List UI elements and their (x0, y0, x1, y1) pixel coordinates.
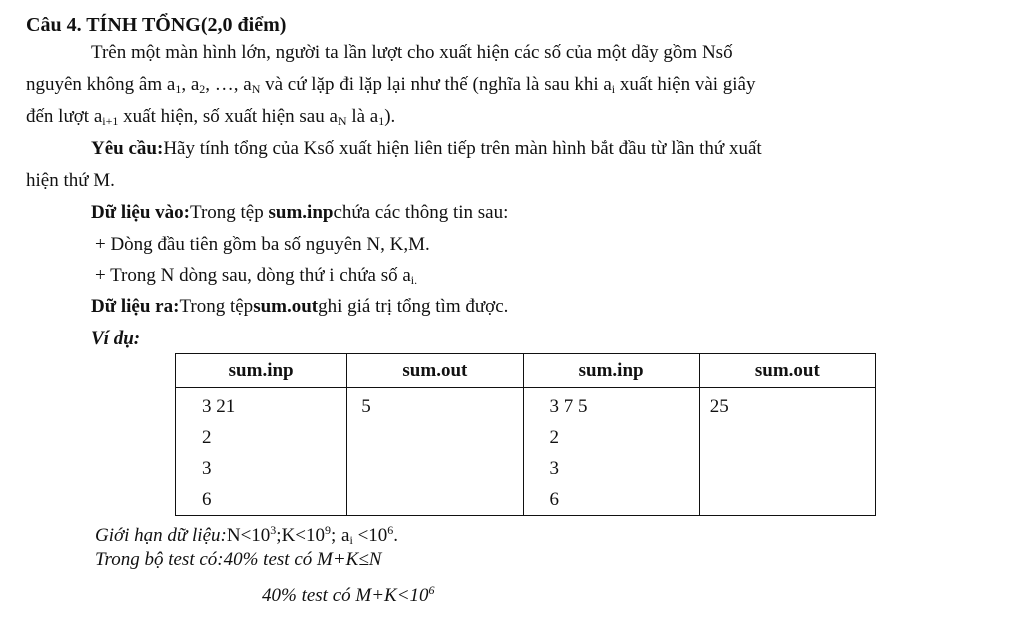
subscript: i. (410, 273, 418, 287)
table-header: sum.inp (176, 354, 347, 388)
statement-line-3 (26, 105, 395, 133)
statement-text: nguyên không âm a (26, 74, 176, 95)
output-filename: sum.out (253, 296, 319, 317)
table-cell (523, 388, 699, 516)
superscript: 3 (270, 523, 277, 537)
subscript: i+1 (102, 114, 119, 128)
statement-text: , a (181, 74, 200, 95)
statement-line-2 (26, 73, 756, 101)
requirement-line-2 (26, 169, 115, 193)
statement-line-1 (91, 41, 733, 65)
input-item-text: + Trong N dòng sau, dòng thứ i chứa số a (95, 265, 411, 286)
cell-line: 5 (361, 396, 371, 417)
table-header: sum.out (699, 354, 875, 388)
input-section (91, 201, 508, 225)
statement-text: và cứ lặp đi lặp lại như thế (nghĩa là sau khi a (260, 74, 612, 95)
requirement-text: Hãy tính tổng của Ksố xuất hiện liên tiếp trên màn hình bắt đầu từ lần thứ xuất (163, 138, 762, 159)
table-header: sum.out (347, 354, 523, 388)
table-cell (176, 388, 347, 516)
superscript: 6 (428, 583, 435, 597)
input-filename: sum.inp (268, 202, 334, 223)
cell-line: 6 (549, 489, 559, 510)
subscript: i (349, 533, 353, 547)
problem-title: Câu 4. TÍNH TỔNG(2,0 điểm) (26, 14, 287, 36)
limits-label: Giới hạn dữ liệu: (95, 525, 227, 546)
requirement-text: hiện thứ M. (26, 170, 115, 191)
table-cell (347, 388, 523, 516)
limit-text: N<10 (226, 525, 271, 546)
requirement-line-1 (91, 137, 762, 161)
tests-text: 40% test có M+K≤N (223, 549, 382, 570)
subscript: 2 (199, 82, 206, 96)
subscript: N (337, 114, 347, 128)
cell-line: 6 (202, 489, 212, 510)
cell-line: 2 (202, 427, 212, 448)
tests-line-1 (95, 548, 381, 572)
cell-line: 3 21 (202, 396, 236, 417)
cell-line: 2 (549, 427, 559, 448)
output-label: Dữ liệu ra: (91, 296, 180, 317)
subscript: i (611, 82, 616, 96)
limits-line (95, 518, 398, 552)
limit-text: ;K<10 (276, 525, 326, 546)
statement-text: xuất hiện, số xuất hiện sau a (118, 106, 338, 127)
superscript: 6 (387, 523, 394, 537)
table-cell (699, 388, 875, 516)
statement-text: đến lượt a (26, 106, 103, 127)
tests-text: 40% test có M+K<10 (262, 585, 429, 606)
subscript: 1 (378, 114, 385, 128)
subscript: N (251, 82, 261, 96)
statement-text: Trên một màn hình lớn, người ta lần lượt cho xuất hiện các số của một dãy gồm Nsố (91, 42, 733, 63)
requirement-label: Yêu cầu: (91, 138, 164, 159)
example-label: Ví dụ: (91, 328, 141, 349)
cell-line: 3 (549, 458, 559, 479)
limit-text: <10 (352, 525, 388, 546)
tests-text: Trong bộ test có: (95, 549, 224, 570)
input-item-2 (95, 264, 417, 292)
superscript: 9 (325, 523, 332, 537)
input-text: Trong tệp (190, 202, 269, 223)
table-header: sum.inp (523, 354, 699, 388)
cell-line: 3 (202, 458, 212, 479)
output-section (91, 295, 508, 319)
cell-line: 25 (709, 396, 729, 417)
cell-line: 3 7 5 (549, 396, 588, 417)
input-label: Dữ liệu vào: (91, 202, 191, 223)
statement-text: ). (384, 106, 396, 127)
statement-text: xuất hiện vài giây (615, 74, 756, 95)
input-item-1 (95, 233, 430, 257)
subscript: 1 (175, 82, 182, 96)
input-item-text: + Dòng đầu tiên gồm ba số nguyên N, K,M. (95, 234, 430, 255)
tests-line-2 (262, 578, 435, 608)
statement-text: , …, a (205, 74, 252, 95)
input-text: chứa các thông tin sau: (333, 202, 509, 223)
limit-text: ; a (331, 525, 350, 546)
output-text: ghi giá trị tổng tìm được. (318, 296, 509, 317)
output-text: Trong tệp (179, 296, 254, 317)
table-header-row (176, 354, 876, 388)
example-table (175, 353, 876, 516)
limit-text: . (393, 525, 399, 546)
statement-text: là a (346, 106, 379, 127)
table-row (176, 388, 876, 516)
